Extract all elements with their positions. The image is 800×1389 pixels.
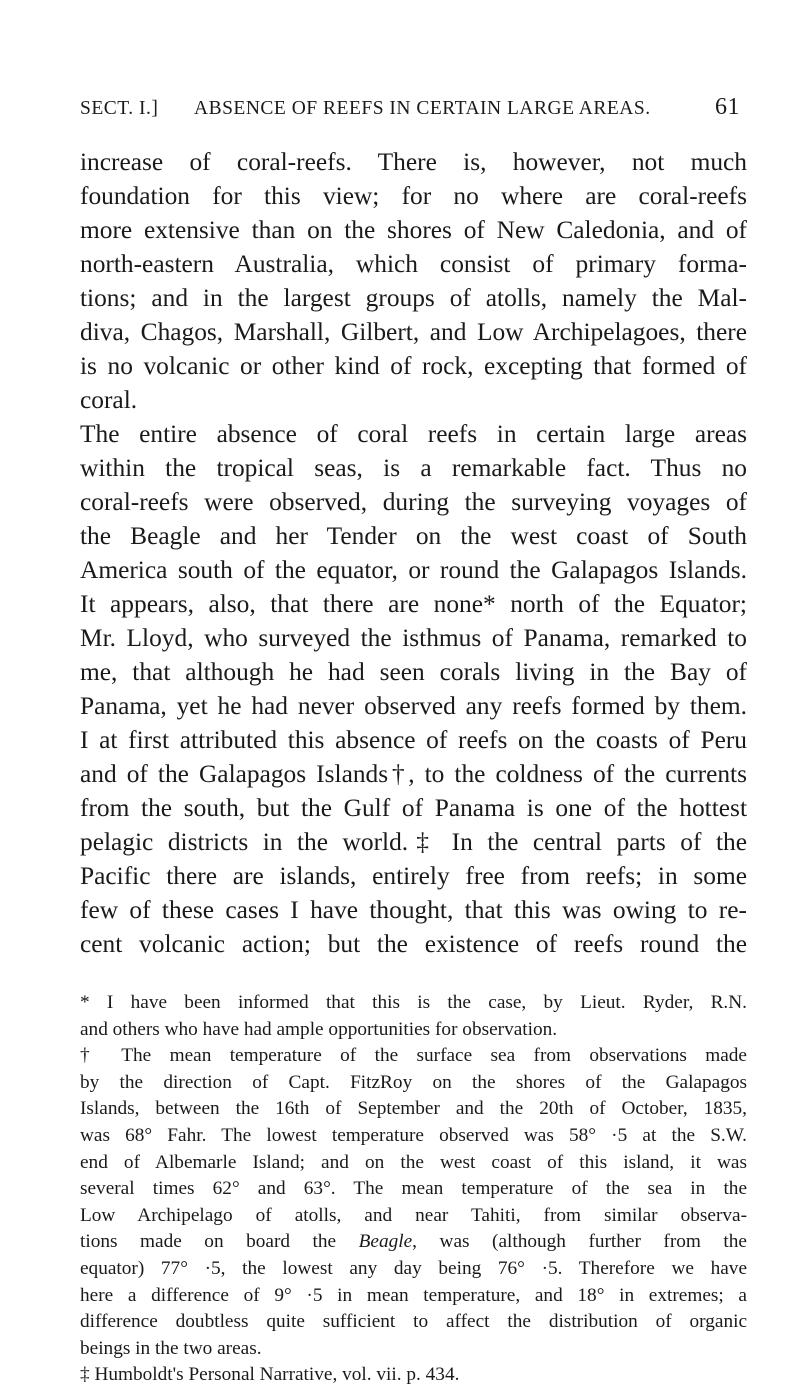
body-line: north-eastern Australia, which consist of primary forma- — [80, 250, 747, 278]
footnote-line: ‡ Humboldt's Personal Narrative, vol. vii. p. 434. — [80, 1364, 460, 1386]
body-line: foundation for this view; for no where are coral-reefs — [80, 182, 747, 210]
body-line: more extensive than on the shores of New Caledonia, and of — [80, 216, 747, 244]
footnotes — [80, 990, 747, 1389]
body-line: me, that although he had seen corals living in the Bay of — [80, 658, 747, 686]
body-line: pelagic districts in the world.‡ In the central parts of the — [80, 828, 747, 856]
footnote-line: † The mean temperature of the surface sea from observations made — [80, 1045, 747, 1067]
body-line: The entire absence of coral reefs in certain large areas — [80, 420, 747, 448]
footnote-line: end of Albemarle Island; and on the west coast of this island, it was — [80, 1151, 747, 1173]
body-text — [80, 145, 747, 961]
footnote-line: * I have been informed that this is the case, by Lieut. Ryder, R.N. — [80, 992, 747, 1013]
body-line: increase of coral-reefs. There is, however, not much — [80, 148, 747, 176]
body-line: from the south, but the Gulf of Panama is one of the hottest — [80, 794, 747, 822]
footnote-line: and others who have had ample opportunities for observation. — [80, 1018, 558, 1040]
body-line: diva, Chagos, Marshall, Gilbert, and Low Archipelagoes, there — [80, 318, 747, 346]
body-line: Mr. Lloyd, who surveyed the isthmus of Panama, remarked to — [80, 624, 747, 652]
footnote-line: by the direction of Capt. FitzRoy on the shores of the Galapagos — [80, 1071, 747, 1093]
section-label: SECT. I.] — [80, 98, 159, 119]
footnote-line: equator) 77° ·5, the lowest any day being 76° ·5. Therefore we have — [80, 1257, 747, 1279]
body-line: Pacific there are islands, entirely free from reefs; in some — [80, 862, 747, 890]
body-line: It appears, also, that there are none* north of the Equator; — [80, 590, 747, 618]
page-number: 61 — [715, 94, 740, 120]
body-line: few of these cases I have thought, that this was owing to re- — [80, 896, 747, 924]
ship-name: Beagle — [358, 1231, 413, 1253]
body-line: within the tropical seas, is a remarkable fact. Thus no — [80, 454, 747, 482]
body-line: tions; and in the largest groups of atolls, namely the Mal- — [80, 284, 747, 312]
body-line: coral. — [80, 386, 138, 414]
body-line: America south of the equator, or round the Galapagos Islands. — [80, 556, 747, 584]
body-line: and of the Galapagos Islands†, to the coldness of the currents — [80, 760, 747, 788]
footnote-line: beings in the two areas. — [80, 1337, 262, 1359]
footnote-line: was 68° Fahr. The lowest temperature observed was 58° ·5 at the S.W. — [80, 1124, 747, 1146]
footnote-line: Islands, between the 16th of September and the 20th of October, 1835, — [80, 1098, 747, 1120]
body-line: the Beagle and her Tender on the west coast of South — [80, 522, 747, 550]
footnote-line: difference doubtless quite sufficient to affect the distribution of organic — [80, 1311, 747, 1333]
running-header — [80, 94, 740, 130]
body-line: I at first attributed this absence of reefs on the coasts of Peru — [80, 726, 747, 754]
running-title: ABSENCE OF REEFS IN CERTAIN LARGE AREAS. — [194, 98, 651, 119]
footnote-line: tions made on board the Beagle, was (although further from the — [80, 1231, 747, 1253]
body-line: cent volcanic action; but the existence of reefs round the — [80, 930, 747, 958]
body-line: coral-reefs were observed, during the surveying voyages of — [80, 488, 747, 516]
footnote-line: Low Archipelago of atolls, and near Tahiti, from similar observa- — [80, 1204, 747, 1226]
footnote-line: here a difference of 9° ·5 in mean temperature, and 18° in extremes; a — [80, 1284, 747, 1306]
body-line: Panama, yet he had never observed any reefs formed by them. — [80, 692, 747, 720]
body-line: is no volcanic or other kind of rock, excepting that formed of — [80, 352, 747, 380]
footnote-line: several times 62° and 63°. The mean temperature of the sea in the — [80, 1178, 747, 1200]
